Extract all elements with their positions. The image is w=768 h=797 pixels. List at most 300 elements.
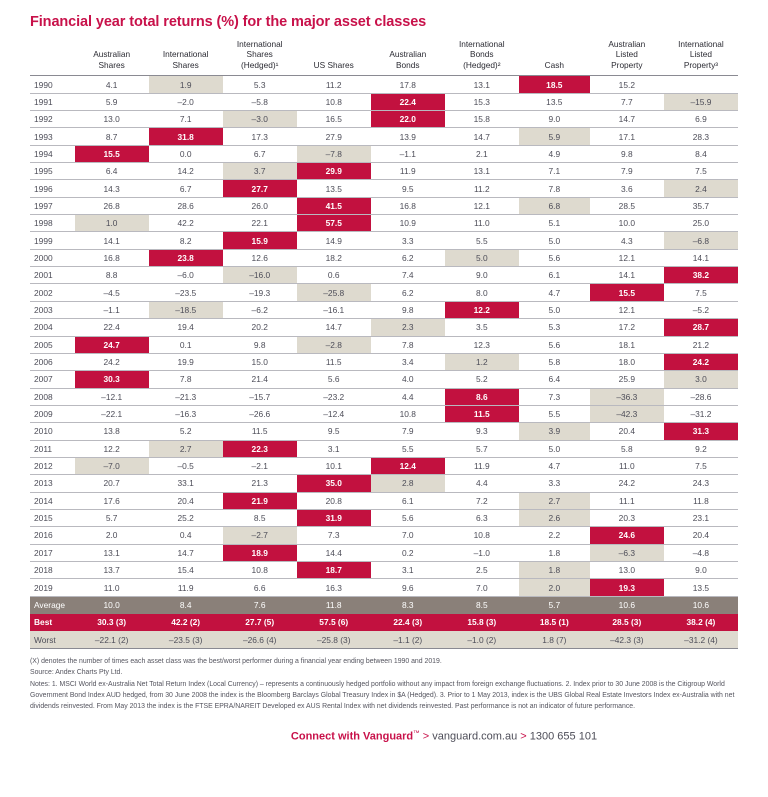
return-cell: 18.7	[297, 561, 371, 578]
return-cell: –6.2	[223, 301, 297, 318]
return-cell: 9.8	[223, 336, 297, 353]
row-year: 2016	[30, 527, 75, 544]
return-cell: 31.3	[664, 423, 738, 440]
return-cell: 12.1	[590, 249, 664, 266]
return-cell: 21.3	[223, 475, 297, 492]
row-year: 1992	[30, 111, 75, 128]
table-row	[30, 145, 738, 162]
return-cell: 23.8	[149, 249, 223, 266]
return-cell: –28.6	[664, 388, 738, 405]
return-cell: 2.2	[519, 527, 590, 544]
return-cell: 15.2	[590, 76, 664, 93]
return-cell: 8.0	[445, 284, 519, 301]
table-row	[30, 509, 738, 526]
return-cell: 11.8	[664, 492, 738, 509]
return-cell: 11.5	[223, 423, 297, 440]
return-cell: –5.2	[664, 301, 738, 318]
return-cell: 6.1	[371, 492, 445, 509]
return-cell: –23.2	[297, 388, 371, 405]
return-cell: 14.3	[75, 180, 149, 197]
notes-block	[30, 656, 738, 712]
return-cell: 16.3	[297, 579, 371, 596]
table-row	[30, 197, 738, 214]
return-cell: 3.9	[519, 423, 590, 440]
return-cell: 14.1	[75, 232, 149, 249]
return-cell: 7.3	[519, 388, 590, 405]
return-cell: –0.5	[149, 457, 223, 474]
summary-cell: 5.7	[519, 596, 590, 614]
summary-cell: 42.2 (2)	[149, 614, 223, 632]
return-cell: 10.8	[297, 93, 371, 110]
return-cell: –2.0	[149, 93, 223, 110]
return-cell: 0.2	[371, 544, 445, 561]
row-year: 2003	[30, 301, 75, 318]
table-row	[30, 128, 738, 145]
return-cell: 26.8	[75, 197, 149, 214]
table-row	[30, 388, 738, 405]
row-year: 2019	[30, 579, 75, 596]
return-cell: 9.0	[519, 111, 590, 128]
table-row	[30, 371, 738, 388]
return-cell: 18.9	[223, 544, 297, 561]
return-cell: 24.6	[590, 527, 664, 544]
return-cell: 13.0	[590, 561, 664, 578]
return-cell: 3.0	[664, 371, 738, 388]
return-cell: 4.3	[590, 232, 664, 249]
table-row	[30, 284, 738, 301]
return-cell: –23.5	[149, 284, 223, 301]
return-cell: –5.8	[223, 93, 297, 110]
return-cell: 29.9	[297, 163, 371, 180]
table-row	[30, 215, 738, 232]
table-row	[30, 93, 738, 110]
return-cell: 21.9	[223, 492, 297, 509]
return-cell: 27.9	[297, 128, 371, 145]
return-cell: 15.9	[223, 232, 297, 249]
summary-cell: –1.0 (2)	[445, 631, 519, 649]
return-cell: 8.7	[75, 128, 149, 145]
return-cell: 15.3	[445, 93, 519, 110]
return-cell: –25.8	[297, 284, 371, 301]
table-row	[30, 76, 738, 93]
return-cell: 17.1	[590, 128, 664, 145]
row-year: 1996	[30, 180, 75, 197]
return-cell: 7.8	[371, 336, 445, 353]
summary-cell: 10.6	[664, 596, 738, 614]
return-cell: 5.0	[519, 301, 590, 318]
return-cell: 6.8	[519, 197, 590, 214]
return-cell: 2.3	[371, 319, 445, 336]
table-row	[30, 249, 738, 266]
row-year: 2000	[30, 249, 75, 266]
column-header-1: Australian Shares	[75, 39, 149, 76]
return-cell: –6.3	[590, 544, 664, 561]
summary-cell: –42.3 (3)	[590, 631, 664, 649]
return-cell: –16.0	[223, 267, 297, 284]
return-cell: 1.8	[519, 544, 590, 561]
return-cell: 6.2	[371, 249, 445, 266]
return-cell: 2.4	[664, 180, 738, 197]
return-cell: 9.5	[297, 423, 371, 440]
return-cell: 3.4	[371, 353, 445, 370]
return-cell: 19.3	[590, 579, 664, 596]
return-cell: 4.7	[519, 284, 590, 301]
column-header-9: International Listed Property³	[664, 39, 738, 76]
summary-cell: 57.5 (6)	[297, 614, 371, 632]
row-year: 2010	[30, 423, 75, 440]
column-header-2: International Shares	[149, 39, 223, 76]
footer-separator-2: >	[520, 730, 527, 743]
return-cell: 10.8	[371, 405, 445, 422]
return-cell: 2.0	[75, 527, 149, 544]
return-cell: 22.3	[223, 440, 297, 457]
return-cell: 11.0	[75, 579, 149, 596]
return-cell: 22.4	[371, 93, 445, 110]
return-cell: 31.8	[149, 128, 223, 145]
return-cell: 13.0	[75, 111, 149, 128]
return-cell: 16.5	[297, 111, 371, 128]
footer-separator-1: >	[422, 730, 430, 743]
return-cell: 7.7	[590, 93, 664, 110]
return-cell: 24.2	[664, 353, 738, 370]
return-cell: 12.2	[75, 440, 149, 457]
return-cell: 30.3	[75, 371, 149, 388]
return-cell: 6.1	[519, 267, 590, 284]
row-year: 2002	[30, 284, 75, 301]
return-cell: 11.9	[445, 457, 519, 474]
return-cell: 5.6	[519, 336, 590, 353]
return-cell: 3.6	[590, 180, 664, 197]
summary-cell: –26.6 (4)	[223, 631, 297, 649]
return-cell: 7.5	[664, 163, 738, 180]
return-cell: –6.0	[149, 267, 223, 284]
summary-cell: –25.8 (3)	[297, 631, 371, 649]
return-cell: 3.5	[445, 319, 519, 336]
return-cell: –4.5	[75, 284, 149, 301]
row-year: 2018	[30, 561, 75, 578]
return-cell: 5.0	[519, 232, 590, 249]
summary-cell: 8.5	[445, 596, 519, 614]
return-cell: 13.1	[445, 163, 519, 180]
column-header-7: Cash	[519, 39, 590, 76]
table-row	[30, 232, 738, 249]
return-cell: 11.5	[445, 405, 519, 422]
return-cell: 14.7	[149, 544, 223, 561]
return-cell: 18.0	[590, 353, 664, 370]
return-cell: 12.1	[590, 301, 664, 318]
return-cell: 6.4	[519, 371, 590, 388]
return-cell: 5.9	[75, 93, 149, 110]
return-cell	[664, 76, 738, 93]
return-cell: 16.8	[371, 197, 445, 214]
return-cell: 6.3	[445, 509, 519, 526]
return-cell: 22.0	[371, 111, 445, 128]
return-cell: –2.7	[223, 527, 297, 544]
return-cell: –16.3	[149, 405, 223, 422]
return-cell: 13.1	[445, 76, 519, 93]
table-row	[30, 267, 738, 284]
summary-cell: 10.6	[590, 596, 664, 614]
return-cell: 18.2	[297, 249, 371, 266]
return-cell: 17.3	[223, 128, 297, 145]
table-row	[30, 579, 738, 596]
summary-cell: 8.3	[371, 596, 445, 614]
return-cell: 0.4	[149, 527, 223, 544]
return-cell: –7.8	[297, 145, 371, 162]
summary-row-avg	[30, 596, 738, 614]
table-row	[30, 336, 738, 353]
return-cell: 12.1	[445, 197, 519, 214]
return-cell: 2.7	[149, 440, 223, 457]
return-cell: 14.2	[149, 163, 223, 180]
row-year: 1993	[30, 128, 75, 145]
return-cell: 28.3	[664, 128, 738, 145]
return-cell: 10.1	[297, 457, 371, 474]
return-cell: 5.2	[149, 423, 223, 440]
return-cell: 9.0	[664, 561, 738, 578]
table-row	[30, 423, 738, 440]
return-cell: 2.6	[519, 509, 590, 526]
return-cell: 2.8	[371, 475, 445, 492]
return-cell: 5.6	[519, 249, 590, 266]
return-cell: 7.1	[149, 111, 223, 128]
return-cell: 11.2	[297, 76, 371, 93]
return-cell: 2.1	[445, 145, 519, 162]
return-cell: 1.0	[75, 215, 149, 232]
return-cell: –7.0	[75, 457, 149, 474]
return-cell: –3.0	[223, 111, 297, 128]
financial-returns-table	[30, 39, 738, 649]
connect-with-vanguard-label: Connect with Vanguard	[290, 730, 414, 743]
table-header	[30, 39, 738, 76]
return-cell: 5.7	[445, 440, 519, 457]
summary-cell: 28.5 (3)	[590, 614, 664, 632]
return-cell: 5.6	[297, 371, 371, 388]
return-cell: 20.4	[149, 492, 223, 509]
return-cell: 2.7	[519, 492, 590, 509]
column-header-5: Australian Bonds	[371, 39, 445, 76]
return-cell: 13.1	[75, 544, 149, 561]
summary-cell: 1.8 (7)	[519, 631, 590, 649]
return-cell: 25.0	[664, 215, 738, 232]
return-cell: 28.7	[664, 319, 738, 336]
return-cell: 5.7	[75, 509, 149, 526]
return-cell: 7.5	[664, 457, 738, 474]
row-year: 2014	[30, 492, 75, 509]
column-header-year	[30, 39, 75, 76]
summary-cell: 18.5 (1)	[519, 614, 590, 632]
return-cell: 5.6	[371, 509, 445, 526]
return-cell: 6.7	[149, 180, 223, 197]
return-cell: 5.2	[445, 371, 519, 388]
return-cell: 21.4	[223, 371, 297, 388]
return-cell: –36.3	[590, 388, 664, 405]
return-cell: 5.8	[519, 353, 590, 370]
return-cell: 10.8	[223, 561, 297, 578]
return-cell: 9.8	[371, 301, 445, 318]
table-row	[30, 492, 738, 509]
return-cell: 0.0	[149, 145, 223, 162]
table-body	[30, 76, 738, 596]
table-row	[30, 475, 738, 492]
return-cell: 5.5	[445, 232, 519, 249]
return-cell: 7.3	[297, 527, 371, 544]
return-cell: –21.3	[149, 388, 223, 405]
return-cell: 12.4	[371, 457, 445, 474]
return-cell: 5.9	[519, 128, 590, 145]
return-cell: 11.0	[445, 215, 519, 232]
return-cell: 13.7	[75, 561, 149, 578]
return-cell: 20.4	[590, 423, 664, 440]
return-cell: 6.6	[223, 579, 297, 596]
return-cell: 20.4	[664, 527, 738, 544]
return-cell: 7.2	[445, 492, 519, 509]
return-cell: –4.8	[664, 544, 738, 561]
return-cell: 17.2	[590, 319, 664, 336]
return-cell: 13.9	[371, 128, 445, 145]
return-cell: 14.9	[297, 232, 371, 249]
return-cell: 9.6	[371, 579, 445, 596]
return-cell: 11.1	[590, 492, 664, 509]
return-cell: 20.2	[223, 319, 297, 336]
return-cell: 15.8	[445, 111, 519, 128]
return-cell: 13.5	[519, 93, 590, 110]
return-cell: 57.5	[297, 215, 371, 232]
return-cell: –1.1	[75, 301, 149, 318]
row-year: 2001	[30, 267, 75, 284]
return-cell: 1.8	[519, 561, 590, 578]
return-cell: –1.1	[371, 145, 445, 162]
return-cell: 6.7	[223, 145, 297, 162]
return-cell: 12.6	[223, 249, 297, 266]
return-cell: 4.4	[371, 388, 445, 405]
summary-cell: –23.5 (3)	[149, 631, 223, 649]
row-year: 2005	[30, 336, 75, 353]
return-cell: 11.0	[590, 457, 664, 474]
return-cell: 0.6	[297, 267, 371, 284]
return-cell: 3.1	[371, 561, 445, 578]
return-cell: 11.5	[297, 353, 371, 370]
return-cell: 17.6	[75, 492, 149, 509]
table-row	[30, 180, 738, 197]
table-summary	[30, 596, 738, 649]
vanguard-website-link[interactable]: vanguard.com.au	[432, 730, 518, 743]
return-cell: –16.1	[297, 301, 371, 318]
footer-contact	[0, 730, 768, 743]
summary-label: Average	[30, 596, 75, 614]
return-cell: 8.6	[445, 388, 519, 405]
return-cell: 3.3	[371, 232, 445, 249]
return-cell: 4.4	[445, 475, 519, 492]
table-row	[30, 440, 738, 457]
return-cell: 20.7	[75, 475, 149, 492]
return-cell: –18.5	[149, 301, 223, 318]
return-cell: 14.7	[445, 128, 519, 145]
return-cell: 0.1	[149, 336, 223, 353]
return-cell: 31.9	[297, 509, 371, 526]
return-cell: 5.0	[445, 249, 519, 266]
return-cell: –1.0	[445, 544, 519, 561]
return-cell: 21.2	[664, 336, 738, 353]
note-body: Notes: 1. MSCI World ex-Australia Net Total Return Index (Local Currency) – represents a continuously hedged portfolio without any impact from foreign exchange fluctuations. 2. Index prior to 30 June 2008 is the Citigroup World Government Bond Index AUD hedged, from 30 June 2008 the index is the Bloomberg Barclays Global Treasury Index in $A (Hedged). 3. Prior to 1 May 2013, index is the UBS Global Real Estate Investors Index ex-Australia with net dividends reinvested. From May 2013 the index is the FTSE EPRA/NAREIT Developed ex AUS Rental Index with net dividends reinvested. Past performance is not an indicator of future performance.	[30, 680, 735, 710]
return-cell: 5.5	[519, 405, 590, 422]
return-cell: 22.4	[75, 319, 149, 336]
row-year: 1990	[30, 76, 75, 93]
return-cell: –31.2	[664, 405, 738, 422]
return-cell: 42.2	[149, 215, 223, 232]
return-cell: 41.5	[297, 197, 371, 214]
return-cell: 13.5	[664, 579, 738, 596]
return-cell: 11.2	[445, 180, 519, 197]
return-cell: 4.0	[371, 371, 445, 388]
return-cell: 24.2	[75, 353, 149, 370]
return-cell: 38.2	[664, 267, 738, 284]
row-year: 1995	[30, 163, 75, 180]
return-cell: 28.5	[590, 197, 664, 214]
return-cell: 9.3	[445, 423, 519, 440]
row-year: 2009	[30, 405, 75, 422]
return-cell: 3.7	[223, 163, 297, 180]
return-cell: 5.3	[519, 319, 590, 336]
table-header-row	[30, 39, 738, 76]
return-cell: 10.0	[590, 215, 664, 232]
return-cell: 20.8	[297, 492, 371, 509]
row-year: 1994	[30, 145, 75, 162]
return-cell: 4.1	[75, 76, 149, 93]
return-cell: –22.1	[75, 405, 149, 422]
return-cell: 14.1	[664, 249, 738, 266]
return-cell: –2.8	[297, 336, 371, 353]
return-cell: 19.9	[149, 353, 223, 370]
summary-cell: 15.8 (3)	[445, 614, 519, 632]
table-row	[30, 111, 738, 128]
return-cell: 13.8	[75, 423, 149, 440]
return-cell: 17.8	[371, 76, 445, 93]
summary-cell: 11.8	[297, 596, 371, 614]
summary-label: Worst	[30, 631, 75, 649]
row-year: 2008	[30, 388, 75, 405]
return-cell: 6.2	[371, 284, 445, 301]
summary-cell: 7.6	[223, 596, 297, 614]
return-cell: 7.5	[664, 284, 738, 301]
column-header-3: International Shares (Hedged)¹	[223, 39, 297, 76]
table-row	[30, 163, 738, 180]
return-cell: 7.8	[149, 371, 223, 388]
return-cell: 7.8	[519, 180, 590, 197]
return-cell: 10.8	[445, 527, 519, 544]
return-cell: 20.3	[590, 509, 664, 526]
return-cell: 1.9	[149, 76, 223, 93]
row-year: 2004	[30, 319, 75, 336]
return-cell: 18.5	[519, 76, 590, 93]
return-cell: 5.0	[519, 440, 590, 457]
return-cell: 7.9	[371, 423, 445, 440]
return-cell: –15.9	[664, 93, 738, 110]
vanguard-phone-number: 1300 655 101	[529, 730, 598, 743]
return-cell: 15.4	[149, 561, 223, 578]
column-header-8: Australian Listed Property	[590, 39, 664, 76]
row-year: 2006	[30, 353, 75, 370]
row-year: 1997	[30, 197, 75, 214]
return-cell: 5.5	[371, 440, 445, 457]
return-cell: 28.6	[149, 197, 223, 214]
return-cell: 15.5	[590, 284, 664, 301]
return-cell: 7.9	[590, 163, 664, 180]
return-cell: 3.3	[519, 475, 590, 492]
return-cell: 5.1	[519, 215, 590, 232]
return-cell: 2.0	[519, 579, 590, 596]
row-year: 1998	[30, 215, 75, 232]
